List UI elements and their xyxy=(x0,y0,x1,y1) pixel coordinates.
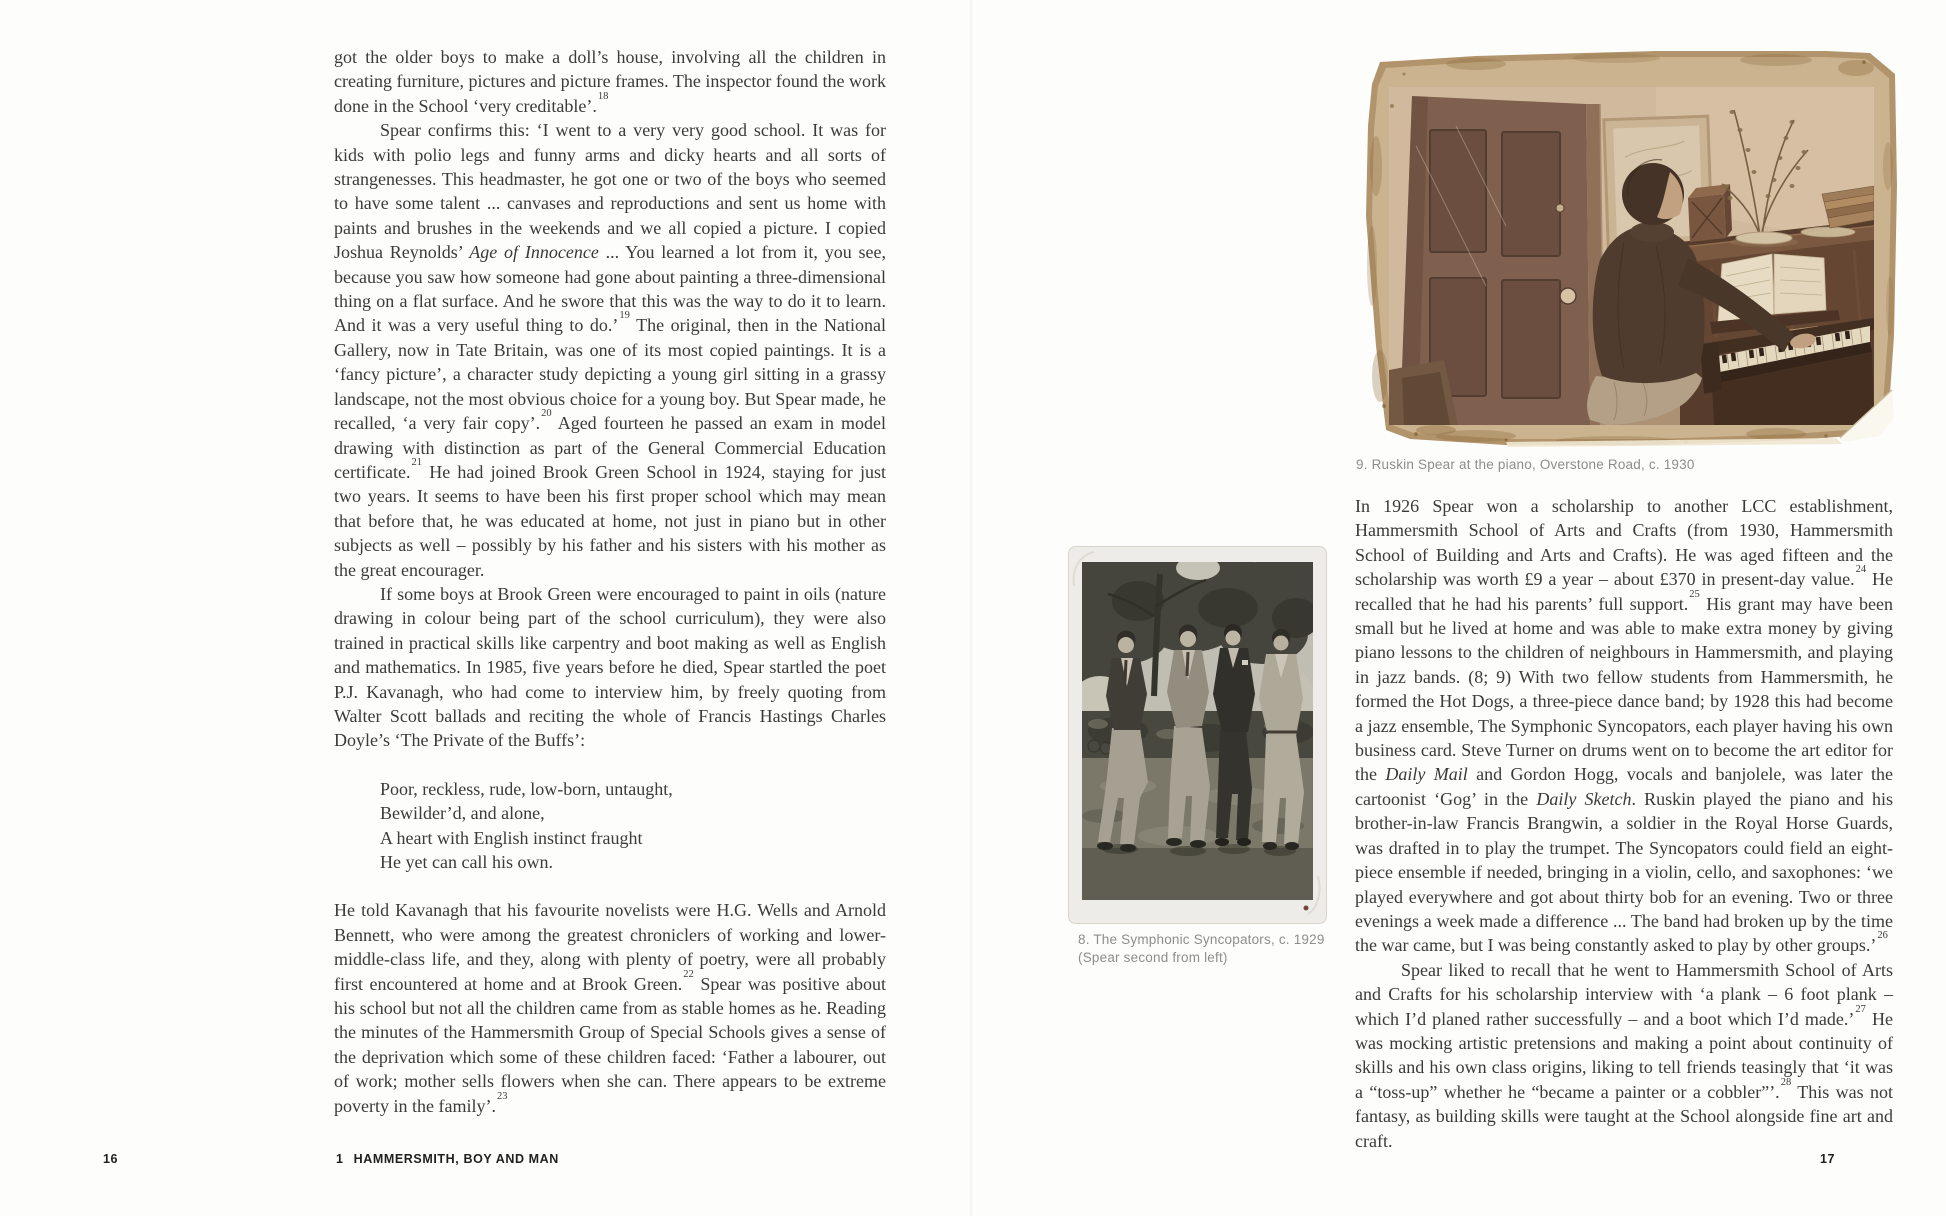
body-paragraph: In 1926 Spear won a scholarship to another LCC establishment, Hammersmith School of Arts and Crafts (from 1930, Hammersmith School of Building and Arts and Crafts). He was aged fifteen and the scholarship was worth £9 a year – about £370 in present-day value.$^{24}$ He recalled that he had his parents’ full support.$^{25}$ His grant may have been small but he lived at home and was able to make extra money by giving piano lessons to the children of neighbours in Hammersmith, and playing in jazz bands. (8; 9) With two fellow students from Hammersmith, he formed the Hot Dogs, a three-piece dance band; by 1928 this had become a jazz ensemble, The Symphonic Syncopators, each player having his own business card. Steve Turner on drums went on to become the art editor for the Daily Mail and Gordon Hogg, vocals and banjolele, was later the cartoonist ‘Gog’ in the Daily Sketch. Ruskin played the piano and his brother-in-law Francis Brangwin, a soldier in the Royal Horse Guards, was drafted in to play the trumpet. The Syncopators could field an eight-piece ensemble if needed, bringing in a violin, cello, and saxophones: ‘we played everywhere and got about thirty bob for an evening. Two or three evenings a week made a difference ... The band had broken up by the time the war came, but I was being constantly asked to play by other groups.’$^{26}$ xyxy=(1355,496,1894,956)
page-gutter xyxy=(969,0,973,1216)
poem-line: He yet can call his own. xyxy=(380,852,553,872)
poem-quote xyxy=(380,777,886,875)
poem-line: A heart with English instinct fraught xyxy=(380,827,643,848)
photo-ruskin-at-piano xyxy=(1356,46,1897,448)
photo-symphonic-syncopators xyxy=(1068,546,1327,924)
photo-scene-piano-room xyxy=(1389,87,1874,425)
chapter-number: 1 xyxy=(336,1152,344,1166)
page-number-left: 16 xyxy=(103,1152,119,1166)
poem-line: Poor, reckless, rude, low-born, untaught, xyxy=(380,778,673,799)
right-page-text-column xyxy=(1355,494,1893,1153)
photo-scene-garden xyxy=(1068,548,1327,900)
left-page-text-column xyxy=(334,45,886,1118)
border-speck xyxy=(1304,906,1309,911)
body-paragraph: got the older boys to make a doll’s house, involving all the children in creating furniture, pictures and picture frames. The inspector found the work done in the School ‘very creditable’.$^{18}$ xyxy=(334,47,886,116)
poem-line: Bewilder’d, and alone, xyxy=(380,803,545,824)
caption-line: 8. The Symphonic Syncopators, c. 1929 xyxy=(1078,932,1325,947)
body-paragraph: If some boys at Brook Green were encouraged to paint in oils (nature drawing in colour being part of the school curriculum), they were also trained in practical skills like carpentry and boot making as well as English and mathematics. In 1985, five years before he died, Spear startled the poet P.J. Kavanagh, who had come to interview him, by freely quoting from Walter Scott ballads and reciting the whole of Francis Hastings Charles Doyle’s ‘The Private of the Buffs’: xyxy=(334,583,886,751)
caption-photo-piano: 9. Ruskin Spear at the piano, Overstone Road, c. 1930 xyxy=(1356,457,1695,472)
body-paragraph: He told Kavanagh that his favourite novelists were H.G. Wells and Arnold Bennett, who were among the greatest chroniclers of working and lower-middle-class life, and they, along with plenty of poetry, were all probably first encountered at home and at Brook Green.$^{22}$ Spear was positive about his school but not all the children came from as stable homes as he. Reading the minutes of the Hammersmith Group of Special Schools gives a sense of the deprivation which some of these children faced: ‘Father a labourer, out of work; mother sells flowers when she can. There appears to be extreme poverty in the family’.$^{23}$ xyxy=(334,900,886,1116)
page-number-right: 17 xyxy=(1820,1152,1836,1166)
caption-line: (Spear second from left) xyxy=(1078,950,1228,965)
body-paragraph: Spear liked to recall that he went to Hammersmith School of Arts and Crafts for his scholarship interview with ‘a plank – 6 foot plank – which I’d planed rather successfully – and a boot which I’d made.’$^{27}$ He was mocking artistic pretensions and making a point about continuity of skills and his own class origins, liking to tell friends teasingly that ‘it was a “toss-up” whether he “became a painter or a cobbler”’.$^{28}$ This was not fantasy, as building skills were taught at the School alongside fine art and craft. xyxy=(1355,959,1893,1151)
running-footer-chapter xyxy=(336,1152,559,1166)
caption-photo-band xyxy=(1078,931,1328,967)
chapter-title: HAMMERSMITH, BOY AND MAN xyxy=(353,1152,559,1166)
body-paragraph: Spear confirms this: ‘I went to a very very good school. It was for kids with polio legs and funny arms and dicky hearts and all sorts of strangenesses. This headmaster, he got one or two of the boys who seemed to have some talent ... canvases and reproductions and sent us home with paints and brushes in the weekends and we all copied a picture. I copied Joshua Reynolds’ Age of Innocence ... You learned a lot from it, you see, because you saw how someone had gone about painting a three-dimensional thing on a flat surface. And he swore that this was the way to do it to learn. And it was a very useful thing to do.’$^{19}$ The original, then in the National Gallery, now in Tate Britain, was one of its most copied paintings. It is a ‘fancy picture’, a character study depicting a young girl sitting in a grassy landscape, not the most obvious choice for a young boy. But Spear made, he recalled, ‘a very fair copy’.$^{20}$ Aged fourteen he passed an exam in model drawing with distinction as part of the General Commercial Education certificate.$^{21}$ He had joined Brook Green School in 1924, staying for just two years. It seems to have been his first proper school which may mean that before that, he was educated at home, not just in piano but in other subjects as well – possibly by his father and his sisters with his mother as the great encourager. xyxy=(334,120,887,580)
